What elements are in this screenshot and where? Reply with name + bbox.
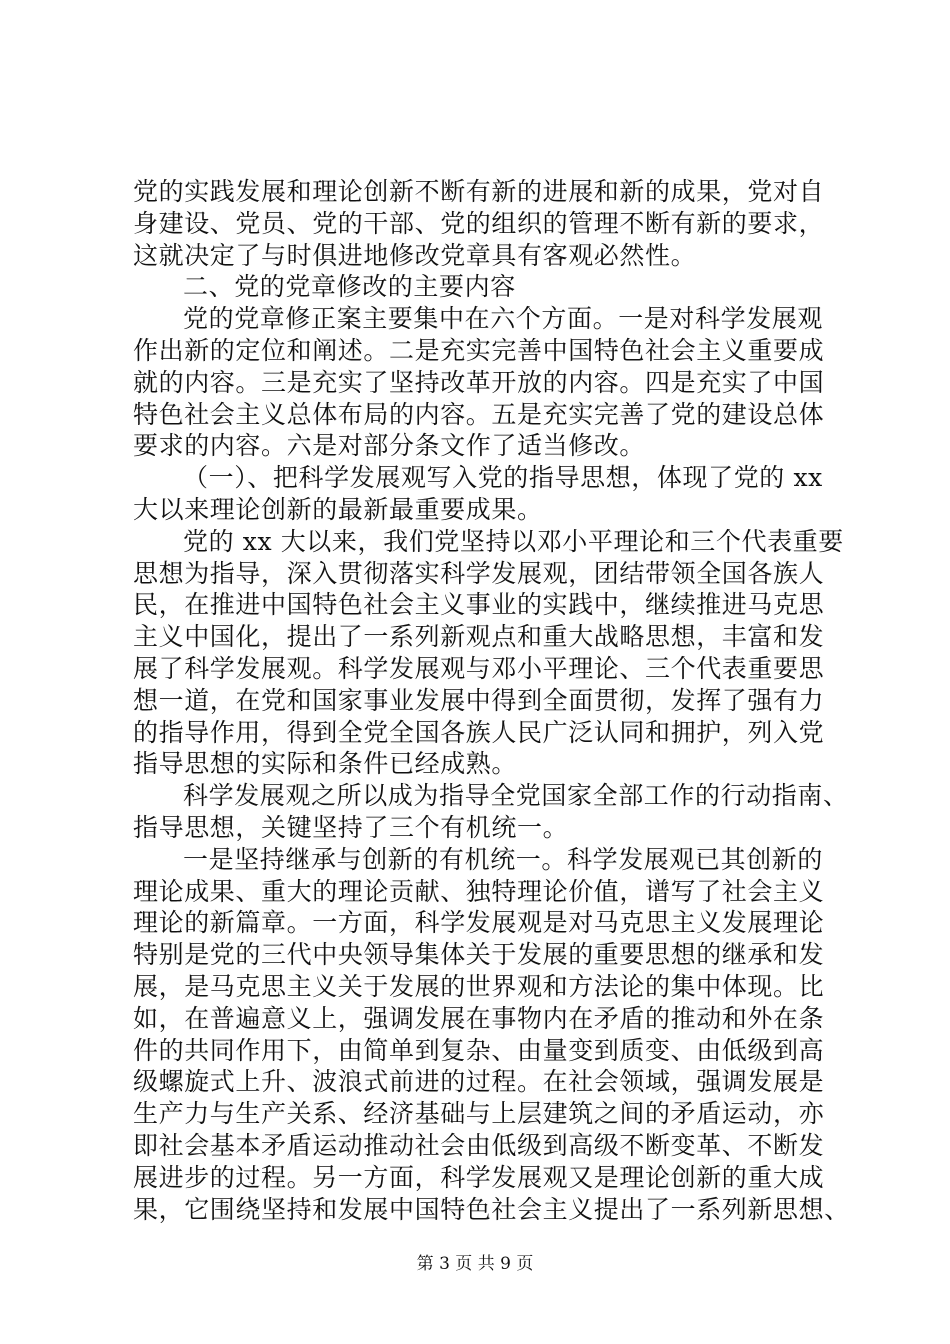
text-line: 就的内容。三是充实了坚持改革开放的内容。四是充实了中国 bbox=[133, 367, 825, 397]
text-line: 想一道，在党和国家事业发展中得到全面贯彻，发挥了强有力 bbox=[133, 685, 825, 715]
section-heading: 二、党的党章修改的主要内容 bbox=[183, 272, 516, 302]
text-line: 理论的新篇章。一方面，科学发展观是对马克思主义发展理论 bbox=[133, 908, 825, 938]
text-line: 大以来理论创新的最新最重要成果。 bbox=[133, 495, 543, 524]
subsection-heading: （一）、把科学发展观写入党的指导思想，体现了党的 xx bbox=[183, 463, 823, 493]
text-line: 展，是马克思主义关于发展的世界观和方法论的集中体现。比 bbox=[133, 972, 825, 1001]
text-line: 作出新的定位和阐述。二是充实完善中国特色社会主义重要成 bbox=[133, 336, 825, 365]
text-line: 级螺旋式上升、波浪式前进的过程。在社会领域，强调发展是 bbox=[133, 1067, 825, 1097]
text-line: 指导思想，关键坚持了三个有机统一。 bbox=[133, 813, 569, 842]
text-line: 展进步的过程。另一方面，科学发展观又是理论创新的重大成 bbox=[133, 1162, 825, 1192]
text-line: 主义中国化，提出了一系列新观点和重大战略思想，丰富和发 bbox=[133, 622, 825, 652]
text-line: 身建设、党员、党的干部、党的组织的管理不断有新的要求， bbox=[133, 208, 825, 238]
text-line: 即社会基本矛盾运动推动社会由低级到高级不断变革、不断发 bbox=[133, 1131, 825, 1160]
text-line: 理论成果、重大的理论贡献、独特理论价值，谱写了社会主义 bbox=[133, 876, 825, 906]
text-line: 科学发展观之所以成为指导全党国家全部工作的行动指南、 bbox=[183, 781, 849, 811]
text-line: 如，在普遍意义上，强调发展在事物内在矛盾的推动和外在条 bbox=[133, 1003, 825, 1033]
text-line: 生产力与生产关系、经济基础与上层建筑之间的矛盾运动，亦 bbox=[133, 1099, 825, 1129]
text-line: 要求的内容。六是对部分条文作了适当修改。 bbox=[133, 431, 646, 461]
text-line: 指导思想的实际和条件已经成熟。 bbox=[133, 749, 518, 779]
text-line: 党的 xx 大以来，我们党坚持以邓小平理论和三个代表重要 bbox=[183, 526, 844, 556]
text-line: 的指导作用，得到全党全国各族人民广泛认同和拥护，列入党 bbox=[133, 717, 825, 747]
text-line: 思想为指导，深入贯彻落实科学发展观，团结带领全国各族人 bbox=[133, 558, 825, 588]
text-line: 果，它围绕坚持和发展中国特色社会主义提出了一系列新思想、 bbox=[133, 1194, 850, 1224]
text-line: 件的共同作用下，由简单到复杂、由量变到质变、由低级到高 bbox=[133, 1035, 825, 1065]
text-line: 特色社会主义总体布局的内容。五是充实完善了党的建设总体 bbox=[133, 399, 825, 429]
text-line: 这就决定了与时俱进地修改党章具有客观必然性。 bbox=[133, 240, 697, 270]
text-line: 党的实践发展和理论创新不断有新的进展和新的成果，党对自 bbox=[133, 177, 825, 206]
text-line: 一是坚持继承与创新的有机统一。科学发展观已其创新的 bbox=[183, 844, 824, 874]
text-line: 展了科学发展观。科学发展观与邓小平理论、三个代表重要思 bbox=[133, 654, 825, 683]
page-footer: 第 3 页 共 9 页 bbox=[416, 1254, 534, 1274]
text-line: 特别是党的三代中央领导集体关于发展的重要思想的继承和发 bbox=[133, 940, 825, 970]
text-line: 民，在推进中国特色社会主义事业的实践中，继续推进马克思 bbox=[133, 590, 825, 620]
text-line: 党的党章修正案主要集中在六个方面。一是对科学发展观 bbox=[183, 304, 824, 334]
